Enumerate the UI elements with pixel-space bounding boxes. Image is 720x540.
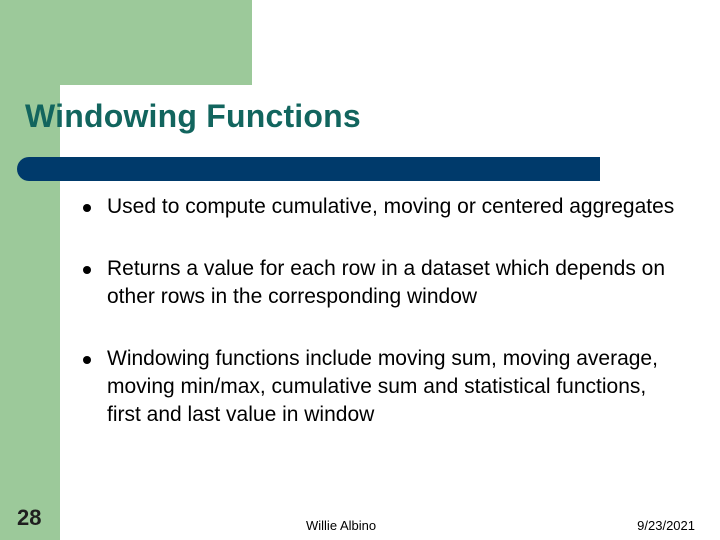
bullet-text: Windowing functions include moving sum, moving average, moving min/max, cumulative sum and statistical functions, first and last value in window <box>107 347 658 426</box>
bullet-dot-icon <box>83 204 91 212</box>
footer-author: Willie Albino <box>306 518 377 533</box>
bullet-item <box>80 345 680 429</box>
slide-number: 28 <box>17 505 42 530</box>
bullet-item <box>80 255 680 311</box>
slide-title: Windowing Functions <box>25 98 361 134</box>
green-left-strip <box>0 0 60 540</box>
bullet-dot-icon <box>83 266 91 274</box>
bullet-dot-icon <box>83 356 91 364</box>
footer-date: 9/23/2021 <box>637 518 695 533</box>
bullet-list <box>80 193 680 463</box>
bullet-text: Returns a value for each row in a dataset which depends on other rows in the corresponding window <box>107 257 666 308</box>
title-underline-bar <box>17 157 600 181</box>
bullet-text: Used to compute cumulative, moving or centered aggregates <box>107 195 675 218</box>
bullet-item <box>80 193 680 221</box>
